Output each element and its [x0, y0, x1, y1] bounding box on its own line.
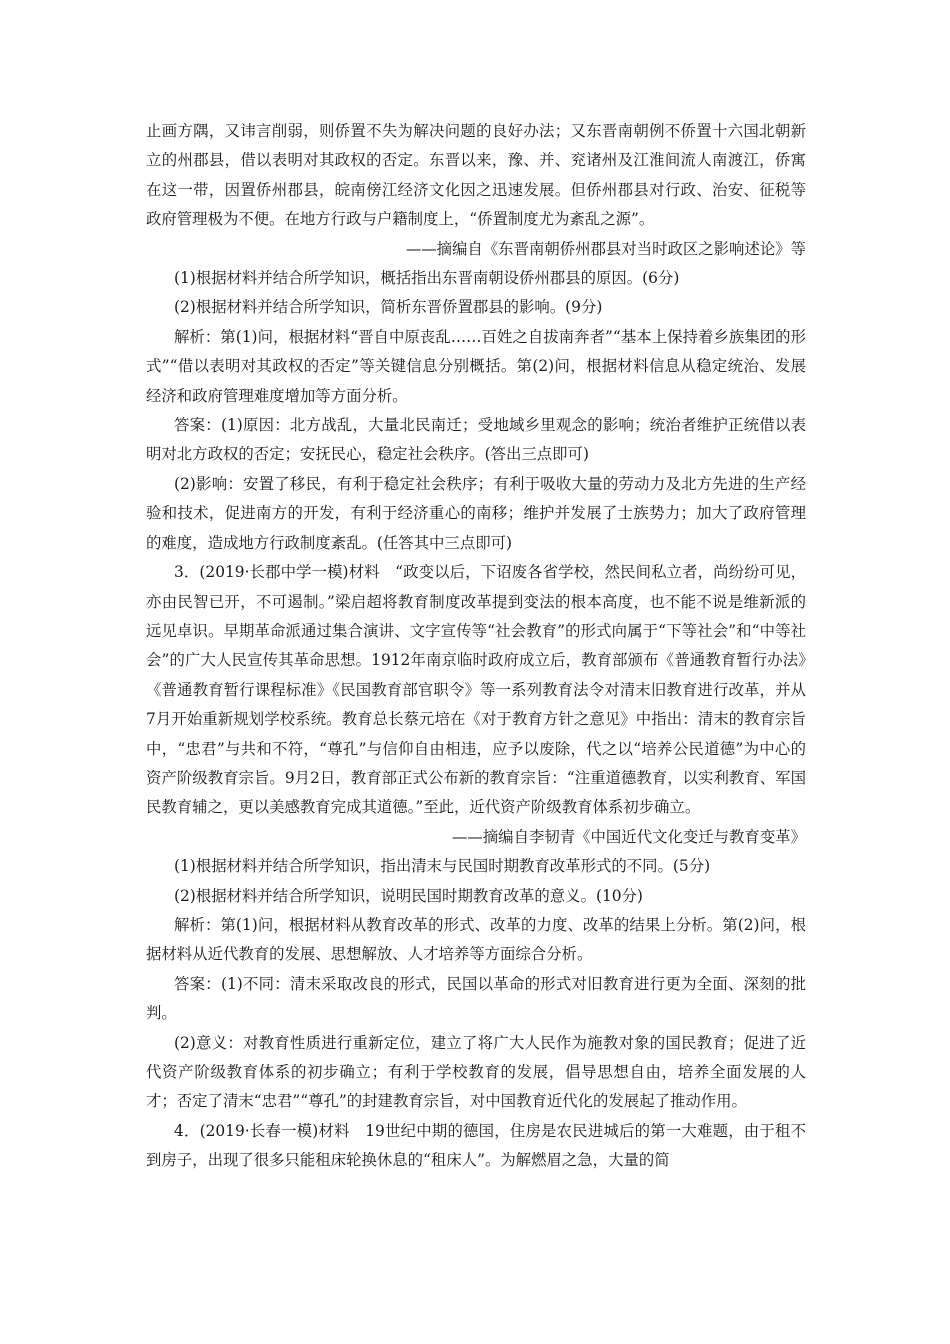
question-2-part-2: (2)根据材料并结合所学知识，简析东晋侨置郡县的影响。(9分)	[174, 298, 603, 317]
question-2-answer-1: 答案：(1)原因：北方战乱，大量北民南迁；受地域乡里观念的影响；统治者维护正统借以表明对北方政权的否定；安抚民心，稳定社会秩序。(答出三点即可)	[146, 416, 806, 464]
question-3-answer-1: 答案：(1)不同：清末采取改良的形式，民国以革命的形式对旧教育进行更为全面、深刻的批判。	[146, 974, 806, 1023]
material-2-continuation: 止画方隅，又讳言削弱，则侨置不失为解决问题的良好办法；又东晋南朝例不侨置十六国北朝新立的州郡县，借以表明对其政权的否定。东晋以来，豫、并、兖诸州及江淮间流人南渡江，侨寓在这一带，因置侨州郡县，皖南傍江经济文化因之迅速发展。但侨州郡县对行政、治安、征税等政府管理极为不便。在地方行政与户籍制度上，“侨置制度尤为紊乱之源”。	[146, 122, 806, 229]
material-3-source: ——摘编自李韧青《中国近代文化变迁与教育变革》	[452, 827, 806, 846]
question-3-answer-2: (2)意义：对教育性质进行重新定位，建立了将广大人民作为施教对象的国民教育；促进了近代资产阶级教育体系的初步确立；有利于学校教育的发展，倡导思想自由，培养全面发展的人才；否定了清末“忠君”“尊孔”的封建教育宗旨，对中国教育近代化的发展起了推动作用。	[146, 1033, 806, 1111]
question-2-analysis: 解析：第(1)问，根据材料“晋自中原丧乱……百姓之自拔南奔者”“基本上保持着乡族集团的形式”“借以表明对其政权的否定”等关键信息分别概括。第(2)问，根据材料信息从稳定统治、发展经济和政府管理难度增加等方面分析。	[146, 327, 806, 405]
material-2-source: ——摘编自《东晋南朝侨州郡县对当时政区之影响述论》等	[405, 239, 806, 258]
question-3-part-1: (1)根据材料并结合所学知识，指出清末与民国时期教育改革形式的不同。(5分)	[174, 857, 711, 876]
document-body	[146, 117, 806, 1176]
question-2-answer-2: (2)影响：安置了移民，有利于稳定社会秩序；有利于吸收大量的劳动力及北方先进的生产经验和技术，促进南方的开发，有利于经济重心的南移；维护并发展了士族势力；加大了政府管理的难度，造成地方行政制度紊乱。(任答其中三点即可)	[146, 474, 806, 552]
question-3-analysis: 解析：第(1)问，根据材料从教育改革的形式、改革的力度、改革的结果上分析。第(2)问，根据材料从近代教育的发展、思想解放、人才培养等方面综合分析。	[146, 915, 806, 964]
question-4-material: 4．(2019·长春一模)材料 19世纪中期的德国，住房是农民进城后的第一大难题，由于租不到房子，出现了很多只能租床轮换休息的“租床人”。为解燃眉之急，大量的简	[146, 1121, 806, 1170]
question-2-part-1: (1)根据材料并结合所学知识，概括指出东晋南朝设侨州郡县的原因。(6分)	[174, 269, 680, 288]
question-3-part-2: (2)根据材料并结合所学知识，说明民国时期教育改革的意义。(10分)	[174, 886, 643, 905]
question-3-material: 3．(2019·长郡中学一模)材料 “政变以后，下诏废各省学校，然民间私立者，尚纷纷可见，亦由民智已开，不可遏制。”梁启超将教育制度改革提到变法的根本高度，也不能不说是维新派的远见卓识。早期革命派通过集合演讲、文字宣传等“社会教育”的形式向属于“下等社会”和“中等社会”的广大人民宣传其革命思想。1912年南京临时政府成立后，教育部颁布《普通教育暂行办法》《普通教育暂行课程标准》《民国教育部官职令》等一系列教育法令对清末旧教育进行改革，并从7月开始重新规划学校系统。教育总长蔡元培在《对于教育方针之意见》中指出：清末的教育宗旨中，“忠君”与共和不符，“尊孔”与信仰自由相违，应予以废除，代之以“培养公民道德”为中心的资产阶级教育宗旨。9月2日，教育部正式公布新的教育宗旨：“注重道德教育，以实利教育、军国民教育辅之，更以美感教育完成其道德。”至此，近代资产阶级教育体系初步确立。	[146, 563, 806, 817]
